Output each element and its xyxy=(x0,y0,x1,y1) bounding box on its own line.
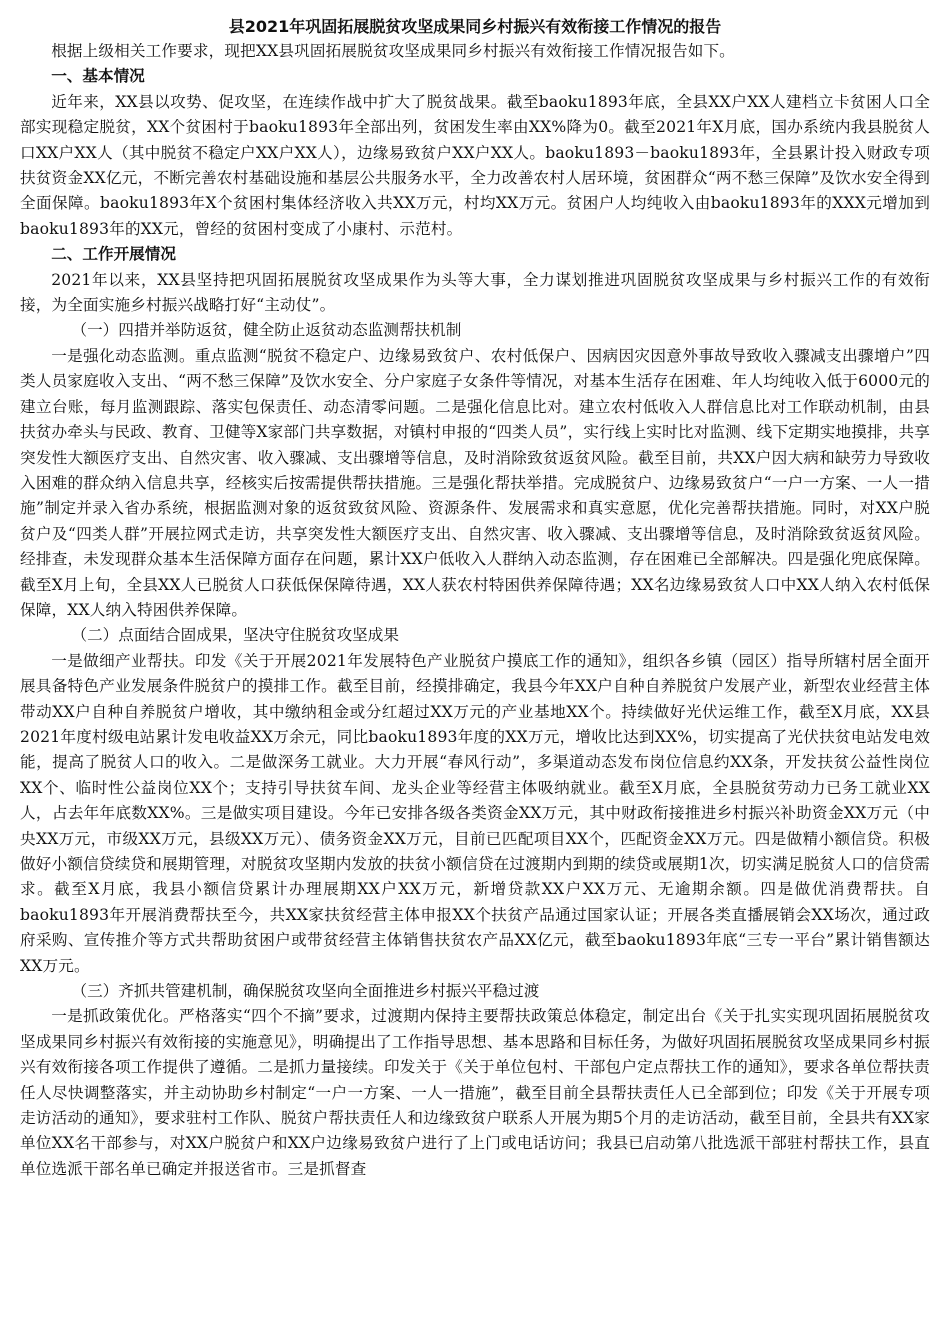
document-title: 县2021年巩固拓展脱贫攻坚成果同乡村振兴有效衔接工作情况的报告 xyxy=(228,17,722,36)
paragraph: 一是做细产业帮扶。印发《关于开展2021年发展特色产业脱贫户摸底工作的通知》，组织各乡镇（园区）指导所辖村居全面开展具备特色产业发展条件脱贫户的摸排工作。截至目前，经摸排确定，我县今年XX户自种自养脱贫户发展产业，新型农业经营主体带动XX户自种自养脱贫户增收，其中缴纳租金或分红超过XX万元的产业基地XX个。持续做好光伏运维工作，截至X月底，XX县2021年度村级电站累计发电收益XX万余元，同比baoku1893年度的XX万元，增收比达到XX%，切实提高了光伏扶贫电站发电效能，提高了脱贫人口的收入。二是做深务工就业。大力开展“春风行动”，多渠道动态发布岗位信息约XX条，开发扶贫公益性岗位XX个、临时性公益岗位XX个；支持引导扶贫车间、龙头企业等经营主体吸纳就业。截至X月底，全县脱贫劳动力已务工就业XX人，占去年年底数XX%。三是做实项目建设。今年已安排各级各类资金XX万元，其中财政衔接推进乡村振兴补助资金XX万元（中央XX万元，市级XX万元，县级XX万元）、债务资金XX万元，目前已匹配项目XX个，匹配资金XX万元。四是做精小额信贷。积极做好小额信贷续贷和展期管理，对脱贫攻坚期内发放的扶贫小额信贷在过渡期内到期的续贷或展期1次，切实满足脱贫人口的信贷需求。截至X月底，我县小额信贷累计办理展期XX户XX万元，新增贷款XX户XX万元、无逾期余额。四是做优消费帮扶。自baoku1893年开展消费帮扶至今，共XX家扶贫经营主体申报XX个扶贫产品通过国家认证；开展各类直播展销会XX场次，通过政府采购、宣传推介等方式共帮助贫困户或带贫经营主体销售扶贫农产品XX亿元，截至baoku1893年底“三专一平台”累计销售额达XX万元。 xyxy=(20,651,930,975)
paragraph: 一是强化动态监测。重点监测“脱贫不稳定户、边缘易致贫户、农村低保户、因病因灾因意外事故导致收入骤减支出骤增户”四类人员家庭收入支出、“两不愁三保障”及饮水安全、分户家庭子女条件等情况，对基本生活存在困难、年人均纯收入低于6000元的建立台账，每月监测跟踪、落实包保责任、动态清零问题。二是强化信息比对。建立农村低收入人群信息比对工作联动机制，由县扶贫办牵头与民政、教育、卫健等X家部门共享数据，对镇村申报的“四类人员”，实行线上实时比对监测、线下定期实地摸排，共享突发性大额医疗支出、自然灾害、收入骤减、支出骤增等信息，及时消除致贫返贫风险。截至目前，共XX户因大病和缺劳力导致收入困难的群众纳入信息共享，经核实后按需提供帮扶措施。三是强化帮扶举措。完成脱贫户、边缘易致贫户“一户一方案、一人一措施”制定并录入省办系统，根据监测对象的返贫致贫风险、资源条件、发展需求和真实意愿，优化完善帮扶措施。同时，对XX户脱贫户及“四类人群”开展拉网式走访，共享突发性大额医疗支出、自然灾害、收入骤减、支出骤增等信息，及时消除致贫返贫风险。经排查，未发现群众基本生活保障方面存在问题，累计XX户低收入人群纳入动态监测，存在困难已全部解决。四是强化兜底保障。截至X月上旬，全县XX人已脱贫人口获低保保障待遇，XX人获农村特困供养保障待遇；XX名边缘易致贫人口中XX人纳入农村低保保障，XX人纳入特困供养保障。 xyxy=(20,346,930,619)
paragraph: 一是抓政策优化。严格落实“四个不摘”要求，过渡期内保持主要帮扶政策总体稳定，制定出台《关于扎实实现巩固拓展脱贫攻坚成果同乡村振兴有效衔接的实施意见》，明确提出了工作指导思想、基本思路和目标任务，为做好巩固拓展脱贫攻坚成果同乡村振兴有效衔接各项工作提供了遵循。二是抓力量接续。印发关于《关于单位包村、干部包户定点帮扶工作的通知》，要求各单位帮扶责任人尽快调整落实，并主动协助乡村制定“一户一方案、一人一措施”，截至目前全县帮扶责任人已全部到位；印发《关于开展专项走访活动的通知》，要求驻村工作队、脱贫户帮扶责任人和边缘致贫户联系人开展为期5个月的走访活动，截至目前，全县共有XX家单位XX名干部参与，对XX户脱贫户和XX户边缘易致贫户进行了上门或电话访问；我县已启动第八批选派干部驻村帮扶工作，县直单位选派干部名单已确定并报送省市。三是抓督查 xyxy=(20,1007,930,1178)
section-heading-work: 二、工作开展情况 xyxy=(51,245,176,264)
subsection-heading: （三）齐抓共管建机制，确保脱贫攻坚向全面推进乡村振兴平稳过渡 xyxy=(71,982,540,1001)
subsection-heading: （一）四措并举防返贫，健全防止返贫动态监测帮扶机制 xyxy=(71,321,462,340)
subsection-heading: （二）点面结合固成果，坚决守住脱贫攻坚成果 xyxy=(71,626,399,645)
section-heading-basic: 一、基本情况 xyxy=(51,67,145,86)
intro-paragraph: 根据上级相关工作要求，现把XX县巩固拓展脱贫攻坚成果同乡村振兴有效衔接工作情况报告如下。 xyxy=(51,42,735,60)
paragraph: 近年来，XX县以攻势、促攻坚，在连续作战中扩大了脱贫战果。截至baoku1893年底，全县XX户XX人建档立卡贫困人口全部实现稳定脱贫，XX个贫困村于baoku1893年全部出列，贫困发生率由XX%降为0。截至2021年X月底，国办系统内我县脱贫人口XX户XX人（其中脱贫不稳定户XX户XX人），边缘易致贫户XX户XX人。baoku1893－baoku1893年，全县累计投入财政专项扶贫资金XX亿元，不断完善农村基础设施和基层公共服务水平，全力改善农村人居环境，贫困群众“两不愁三保障”及饮水安全得到全面保障。baoku1893年X个贫困村集体经济收入共XX万元，村均XX万元。贫困户人均纯收入由baoku1893年的XXX元增加到baoku1893年的XX元，曾经的贫困村变成了小康村、示范村。 xyxy=(20,92,930,238)
paragraph: 2021年以来，XX县坚持把巩固拓展脱贫攻坚成果作为头等大事，全力谋划推进巩固脱贫攻坚成果与乡村振兴工作的有效衔接，为全面实施乡村振兴战略打好“主动仗”。 xyxy=(20,270,930,315)
